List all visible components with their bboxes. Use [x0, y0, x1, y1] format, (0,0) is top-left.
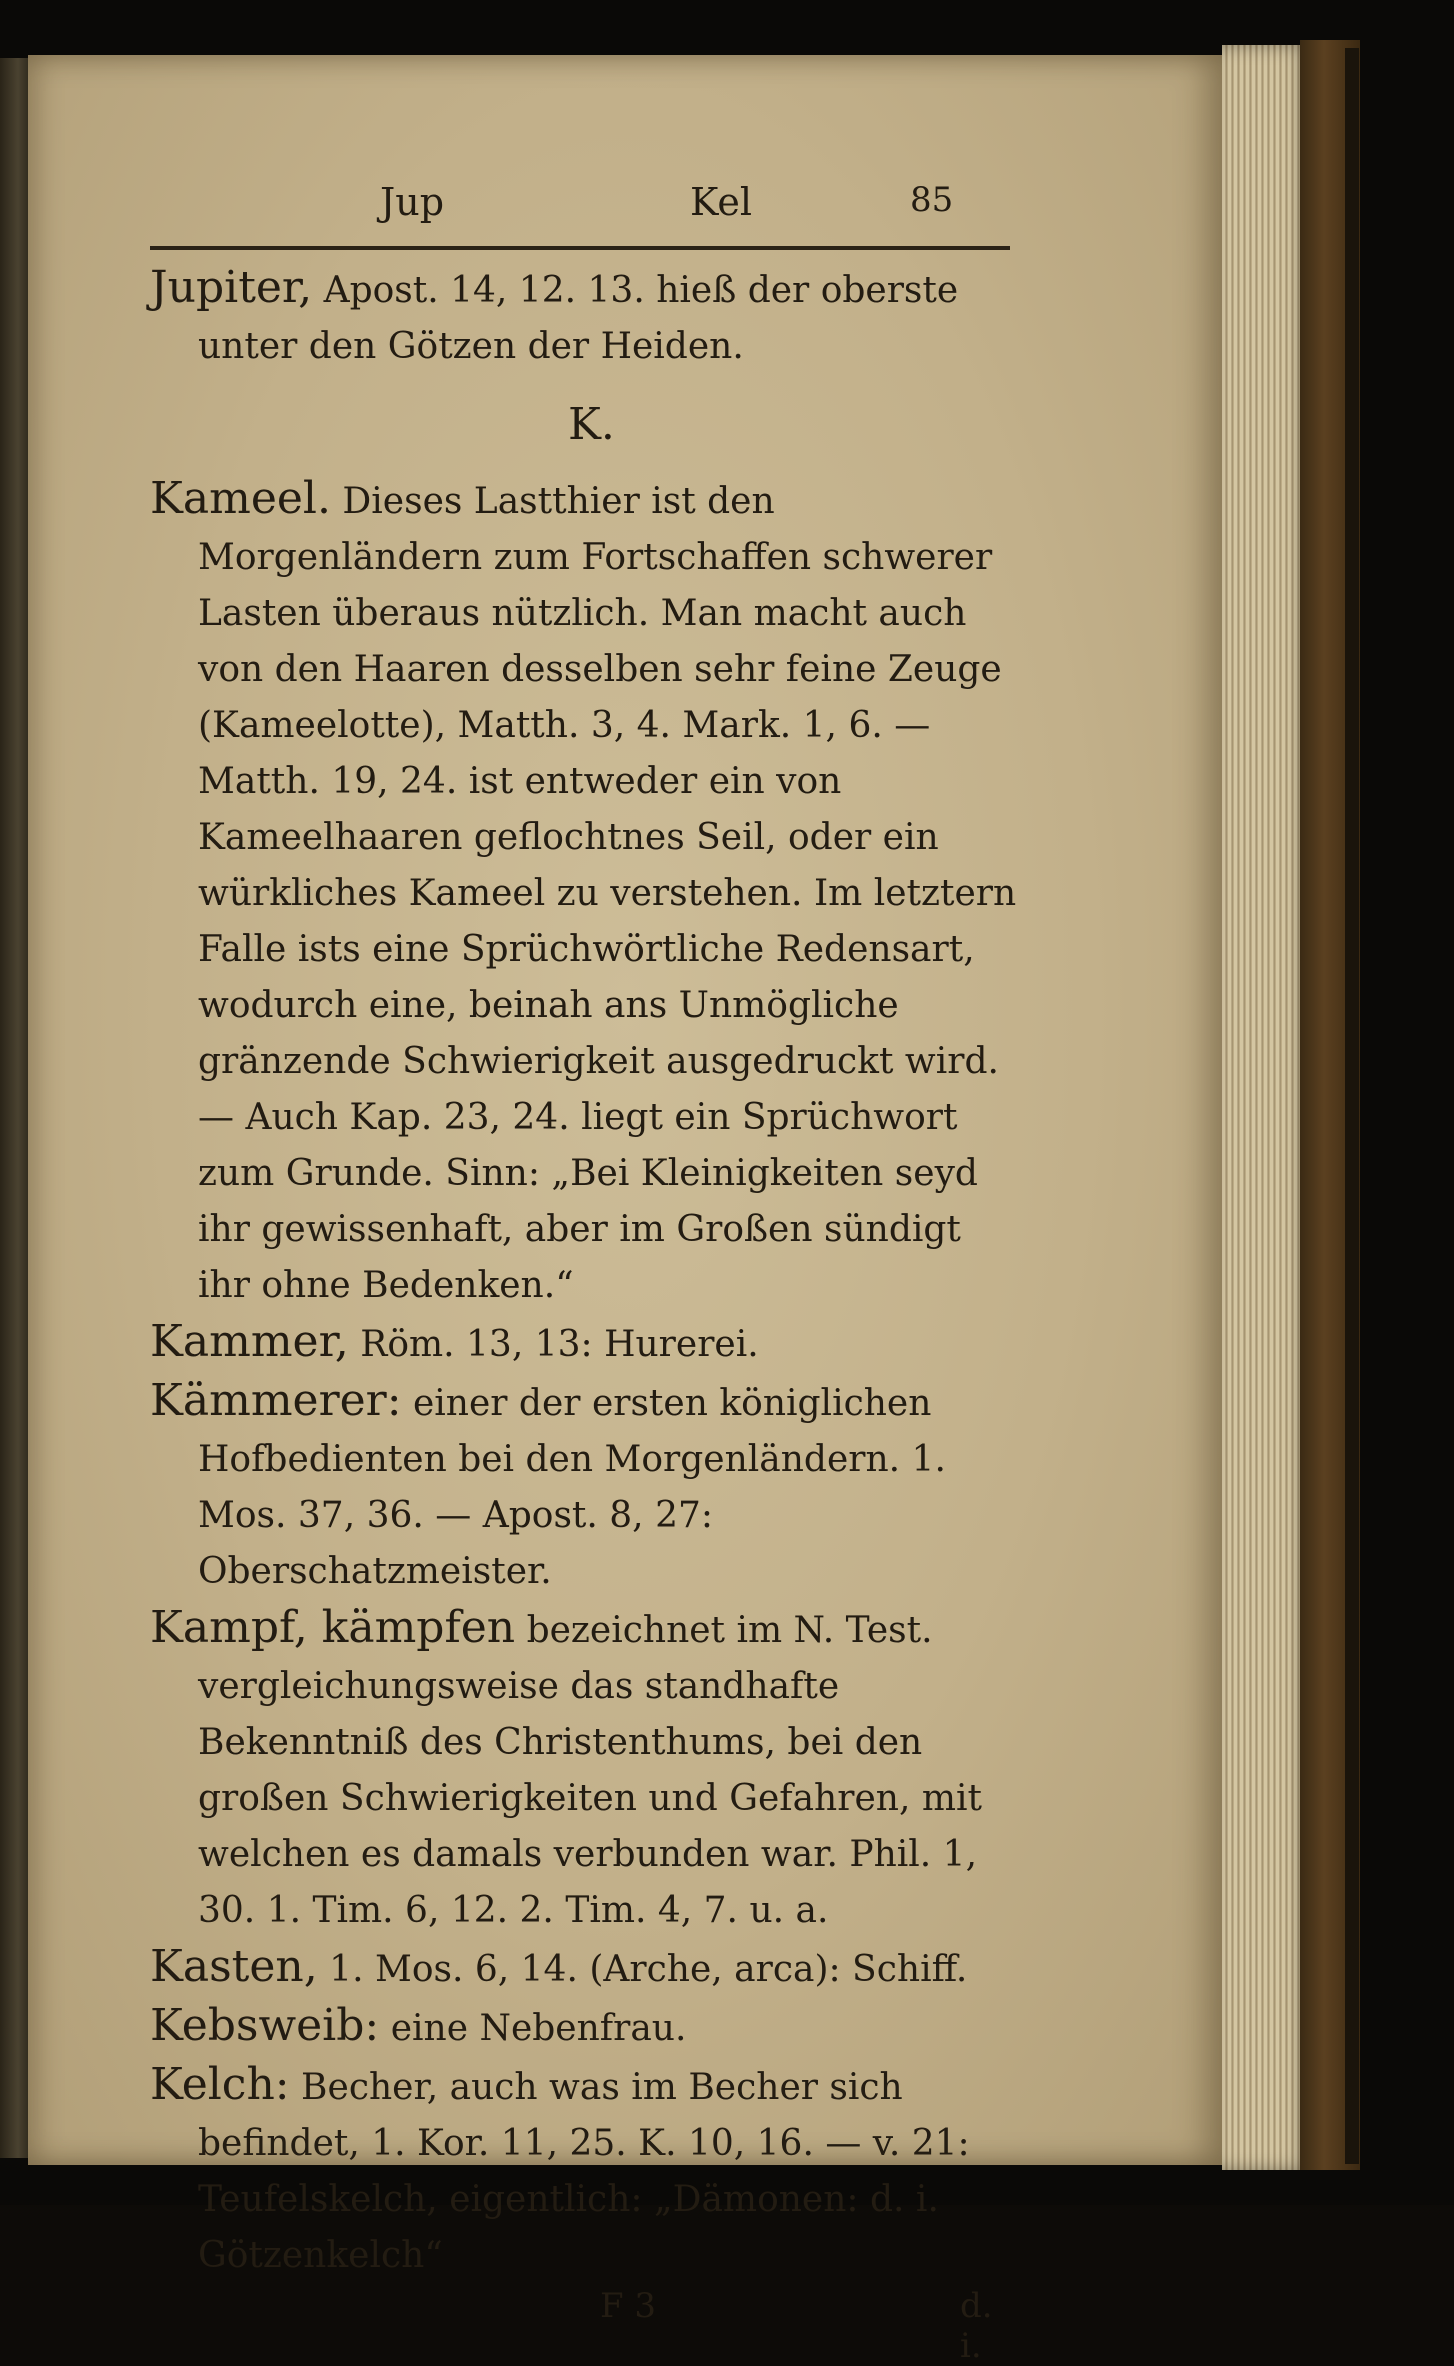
entry-text: Röm. 13, 13: Hurerei. [348, 1324, 759, 1365]
entry-text: eine Nebenfrau. [379, 2008, 687, 2049]
page-number: 85 [910, 180, 954, 220]
entry-lemma: Kampf, kämpfen [150, 1602, 516, 1653]
running-head-middle: Kel [690, 180, 753, 224]
entry-kasten [150, 1939, 1020, 1998]
entry-kammer [150, 1314, 1020, 1373]
entry-text: einer der ersten königlichen Hofbedienten bei den Morgenländern. 1. Mos. 37, 36. — Apost. 8, 27: Oberschatzmeister. [198, 1383, 946, 1592]
entry-lemma: Kämmerer: [150, 1375, 402, 1426]
entry-kelch [150, 2057, 1020, 2284]
entry-kampf [150, 1600, 1020, 1939]
entry-lemma: Kelch: [150, 2059, 290, 2110]
running-head [150, 180, 1020, 240]
entry-kaemmerer [150, 1373, 1020, 1600]
entry-kameel [150, 471, 1020, 1314]
entry-lemma: Kameel. [150, 473, 331, 524]
entry-lemma: Jupiter, [150, 262, 313, 313]
entry-lemma: Kammer, [150, 1316, 349, 1367]
entry-text: Dieses Lastthier ist den Morgenländern zum Fortschaffen schwerer Lasten überaus nützlich. Man macht auch von den Haaren desselben sehr feine Zeuge (Kameelotte), Matth. 3, 4. Mark. 1, 6. — Matth. 19, 24. ist entweder ein von Kameelhaaren geflochtnes Seil, oder ein würkliches Kameel zu verstehen. Im letztern Falle ists eine Sprüchwörtliche Redensart, wodurch eine, beinah ans Unmögliche gränzende Schwierigkeit ausgedruckt wird. — Auch Kap. 23, 24. liegt ein Sprüchwort zum Grunde. Sinn: „Bei Kleinigkeiten seyd ihr gewissenhaft, aber im Großen sündigt ihr ohne Bedenken.“ [198, 481, 1017, 1306]
entry-jupiter [150, 260, 1020, 375]
page-footer [150, 2286, 1020, 2366]
previous-page-edge [0, 58, 30, 2158]
entry-lemma: Kasten, [150, 1941, 318, 1992]
catchword: d. i. [960, 2286, 993, 2366]
entry-kebsweib [150, 1998, 1020, 2057]
header-rule [150, 246, 1010, 250]
section-letter: K. [568, 399, 615, 450]
page-stack-edges [1222, 45, 1312, 2170]
signature-mark: F 3 [600, 2286, 657, 2326]
entry-lemma: Kebsweib: [150, 2000, 380, 2051]
entry-text: Becher, auch was im Becher sich befindet, 1. Kor. 11, 25. K. 10, 16. — v. 21: Teufelskelch, eigentlich: „Dämonen: d. i. Götzenkelch“ [198, 2067, 970, 2276]
entry-text: bezeichnet im N. Test. vergleichungsweise das standhafte Bekenntniß des Christenthums, bei den großen Schwierigkeiten und Gefahren, mit welchen es damals verbunden war. Phil. 1, 30. 1. Tim. 6, 12. 2. Tim. 4, 7. u. a. [198, 1610, 982, 1931]
book-cover-edge [1345, 48, 1359, 2164]
entry-text: Apost. 14, 12. 13. hieß der oberste unter den Götzen der Heiden. [198, 270, 959, 367]
running-head-left: Jup [380, 180, 445, 224]
page-content [150, 180, 1020, 2366]
entry-text: 1. Mos. 6, 14. (Arche, arca): Schiff. [317, 1949, 968, 1990]
